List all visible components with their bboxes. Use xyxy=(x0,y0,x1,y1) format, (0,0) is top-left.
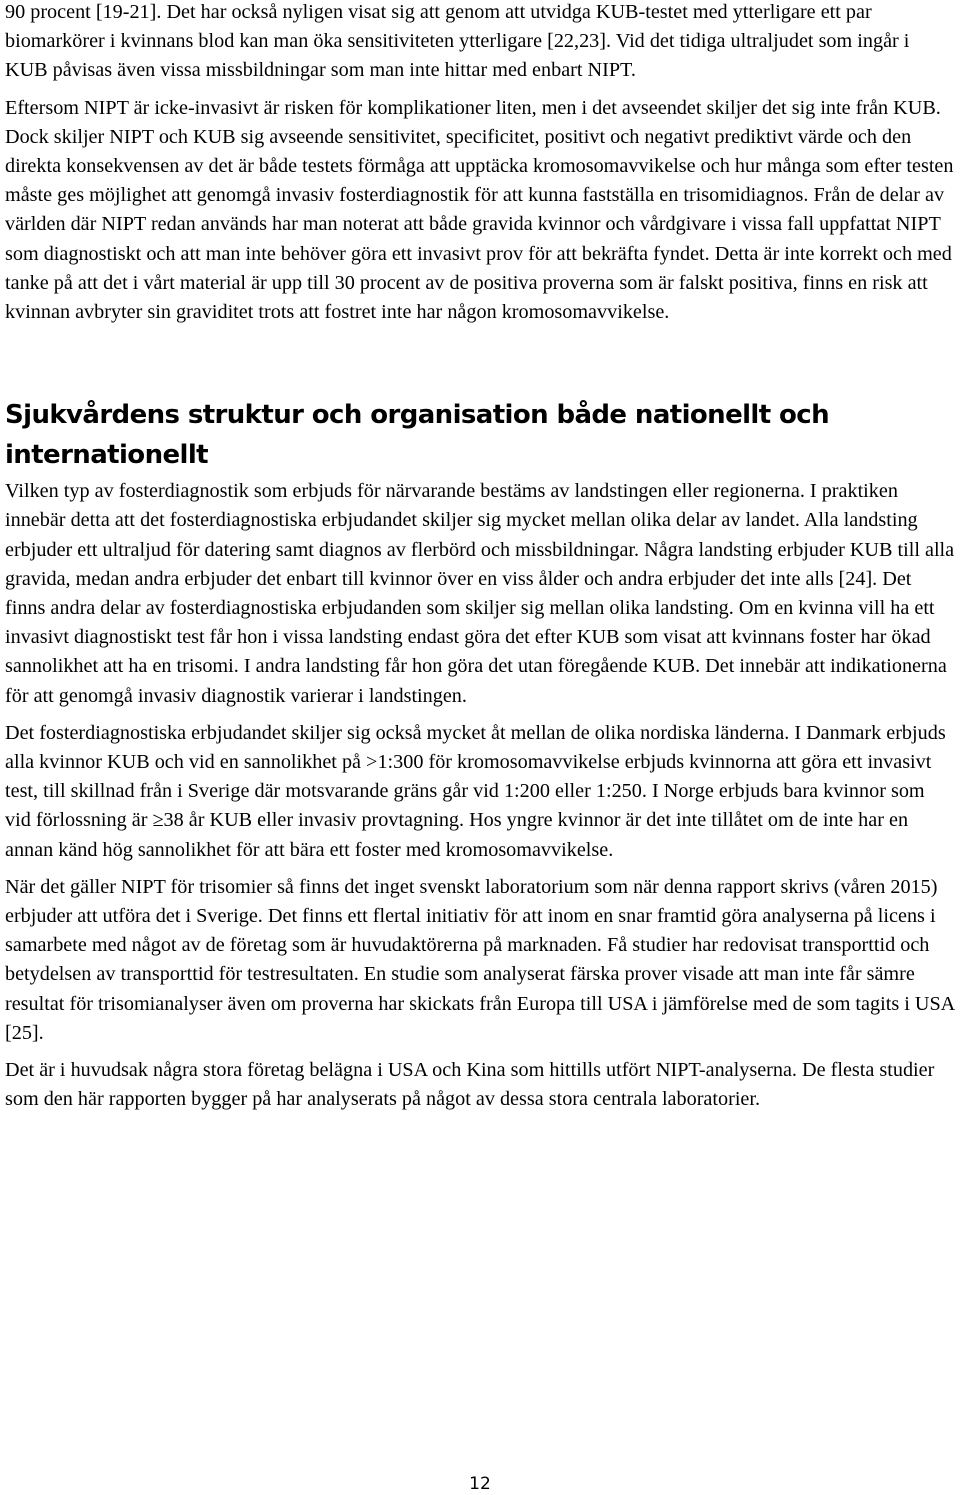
sentence: Dock skiljer NIPT och KUB sig avseende sensitivitet, specificitet, positivt och negativt prediktivt värde och den direkta konsekvensen av det är både testets förmåga att upptäcka kromosomavvikelse och hur många som efter testen måste ges möjlighet att genomgå invasiv fosterdiagnostik för att kunna fastställa en trisomidiagnos. Från de delar av världen där NIPT redan används har man noterat att både gravida kvinnor och vårdgivare i vissa fall uppfattat NIPT som diagnostiskt och att man inte behöver göra ett invasivt prov för att bekräfta fyndet. Detta är inte korrekt och med tanke på att det i vårt material är upp till 30 procent av de positiva proverna som är falskt positiva, finns en risk att kvinnan avbryter sin graviditet trots att fostret inte har någon kromosomavvikelse. xyxy=(5,125,954,324)
document-page xyxy=(5,0,955,1115)
body-paragraph: När det gäller NIPT för trisomier så finns det inget svenskt laboratorium som när denna rapport skrivs (våren 2015) erbjuder att utföra det i Sverige. Det finns ett flertal initiativ för att inom en snar framtid göra analyserna på licens i samarbete med något av de företag som är huvudaktörerna på marknaden. Få studier har redovisat transporttid och betydelsen av transporttid för testresultaten. En studie som analyserat färska prover visade att man inte får sämre resultat för trisomianalyser även om proverna har skickats från Europa till USA i jämförelse med de som tagits i USA [25]. xyxy=(5,875,955,1044)
body-paragraph xyxy=(5,94,955,328)
page-number: 12 xyxy=(469,1474,491,1494)
sentence: Eftersom NIPT är icke-invasivt är risken för komplikationer liten, men i det avseendet skiljer det sig inte från KUB. xyxy=(5,96,941,119)
section-heading: Sjukvårdens struktur och organisation både nationellt och internationellt xyxy=(5,400,830,471)
body-paragraph: Det är i huvudsak några stora företag belägna i USA och Kina som hittills utfört NIPT-analyserna. De flesta studier som den här rapporten bygger på har analyserats på något av dessa stora centrala laboratorier. xyxy=(5,1059,935,1111)
body-paragraph: 90 procent [19-21]. Det har också nyligen visat sig att genom att utvidga KUB-testet med ytterligare ett par biomarkörer i kvinnans blod kan man öka sensitiviteten ytterligare [22,23]. Vid det tidiga ultraljudet som ingår i KUB påvisas även vissa missbildningar som man inte hittar med enbart NIPT. xyxy=(5,1,910,82)
body-paragraph: Det fosterdiagnostiska erbjudandet skiljer sig också mycket åt mellan de olika nordiska länderna. I Danmark erbjuds alla kvinnor KUB och vid en sannolikhet på >1:300 för kromosomavvikelse erbjuds kvinnorna att göra ett invasivt test, till skillnad från i Sverige där motsvarande gräns går vid 1:200 eller 1:250. I Norge erbjuds bara kvinnor som vid förlossning är ≥38 år KUB eller invasiv provtagning. Hos yngre kvinnor är det inte tillåtet om de inte har en annan känd hög sannolikhet för att bära ett foster med kromosomavvikelse. xyxy=(5,721,946,861)
body-paragraph: Vilken typ av fosterdiagnostik som erbjuds för närvarande bestäms av landstingen eller regionerna. I praktiken innebär detta att det fosterdiagnostiska erbjudandet skiljer sig mycket mellan olika delar av landet. Alla landsting erbjuder ett ultraljud för datering samt diagnos av flerbörd och missbildningar. Några landsting erbjuder KUB till alla gravida, medan andra erbjuder det enbart till kvinnor över en viss ålder och andra erbjuder det inte alls [24]. Det finns andra delar av fosterdiagnostiska erbjudanden som skiljer sig mellan olika landsting. Om en kvinna vill ha ett invasivt diagnostiskt test får hon i vissa landsting endast göra det efter KUB som visat att kvinnans foster har ökad sannolikhet att ha en trisomi. I andra landsting får hon göra det utan föregående KUB. Det innebär att indikationerna för att genomgå invasiv diagnostik varierar i landstingen. xyxy=(5,480,955,707)
